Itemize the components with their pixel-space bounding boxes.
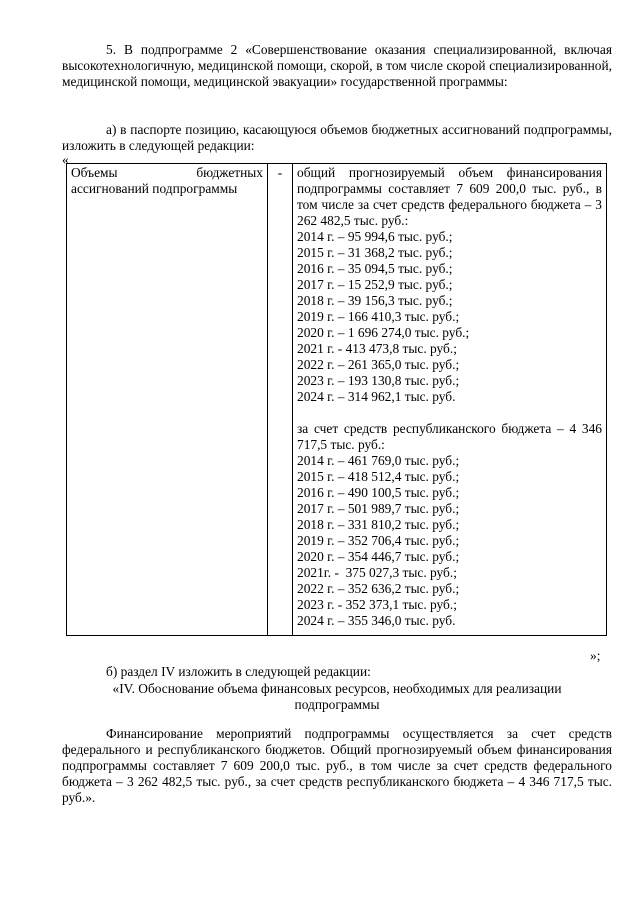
republic-year-2015: 2015 г. – 418 512,4 тыс. руб.; [297,469,460,484]
republic-year-2016: 2016 г. – 490 100,5 тыс. руб.; [297,485,460,500]
federal-year-2020: 2020 г. – 1 696 274,0 тыс. руб.; [297,325,470,340]
republic-year-2020: 2020 г. – 354 446,7 тыс. руб.; [297,549,460,564]
federal-year-2016: 2016 г. – 35 094,5 тыс. руб.; [297,261,453,276]
passport-table [66,163,607,636]
federal-year-2018: 2018 г. – 39 156,3 тыс. руб.; [297,293,453,308]
federal-year-2021: 2021 г. - 413 473,8 тыс. руб.; [297,341,457,356]
paragraph-subprogram-2-intro: 5. В подпрограмме 2 «Совершенствование оказания специализированной, включая высокотехнологичную, медицинской помощи, скорой, в том числе скорой специализированной, медицинской помощи, медицинской эвакуации» государственной программы: [62,42,612,89]
table-row [67,164,607,636]
paragraph-passport-instruction: а) в паспорте позицию, касающуюся объемов бюджетных ассигнований подпрограммы, изложить в следующей редакции: [62,122,612,153]
opening-quote: « [62,152,69,167]
federal-year-2022: 2022 г. – 261 365,0 тыс. руб.; [297,357,460,372]
paragraph-section-iv-instruction: б) раздел IV изложить в следующей редакции: [106,664,371,679]
republic-year-2024: 2024 г. – 355 346,0 тыс. руб. [297,613,456,628]
budget-values-cell [293,164,607,636]
republic-year-2019: 2019 г. – 352 706,4 тыс. руб.; [297,533,460,548]
republic-year-2022: 2022 г. – 352 636,2 тыс. руб.; [297,581,460,596]
federal-budget-intro: общий прогнозируемый объем финансирования подпрограммы составляет 7 609 200,0 тыс. руб., в том числе за счет средств федерального бюджета – 3 262 482,5 тыс. руб.: [297,165,602,228]
republic-budget-intro: за счет средств республиканского бюджета – 4 346 717,5 тыс. руб.: [297,421,602,452]
spacer [297,405,602,421]
federal-year-2014: 2014 г. – 95 994,6 тыс. руб.; [297,229,453,244]
federal-year-2024: 2024 г. – 314 962,1 тыс. руб. [297,389,456,404]
section-iv-heading: «IV. Обоснование объема финансовых ресурсов, необходимых для реализации подпрограммы [112,681,562,712]
federal-year-2015: 2015 г. – 31 368,2 тыс. руб.; [297,245,453,260]
federal-year-2023: 2023 г. – 193 130,8 тыс. руб.; [297,373,460,388]
republic-year-2021: 2021г. - 375 027,3 тыс. руб.; [297,565,457,580]
republic-year-2014: 2014 г. – 461 769,0 тыс. руб.; [297,453,460,468]
republic-year-2018: 2018 г. – 331 810,2 тыс. руб.; [297,517,460,532]
federal-year-2019: 2019 г. – 166 410,3 тыс. руб.; [297,309,460,324]
budget-label-cell: Объемы бюджетных ассигнований подпрограммы [67,164,268,636]
federal-year-2017: 2017 г. – 15 252,9 тыс. руб.; [297,277,453,292]
closing-quote: »; [590,648,601,663]
republic-year-2017: 2017 г. – 501 989,7 тыс. руб.; [297,501,460,516]
republic-year-2023: 2023 г. - 352 373,1 тыс. руб.; [297,597,457,612]
paragraph-financing: Финансирование мероприятий подпрограммы осуществляется за счет средств федерального и республиканского бюджетов. Общий прогнозируемый объем финансирования подпрограммы составляет 7 609 200,0 тыс. руб., в том числе за счет средств федерального бюджета – 3 262 482,5 тыс. руб., за счет средств республиканского бюджета – 4 346 717,5 тыс. руб.». [62,726,612,805]
dash-cell: - [268,164,293,636]
